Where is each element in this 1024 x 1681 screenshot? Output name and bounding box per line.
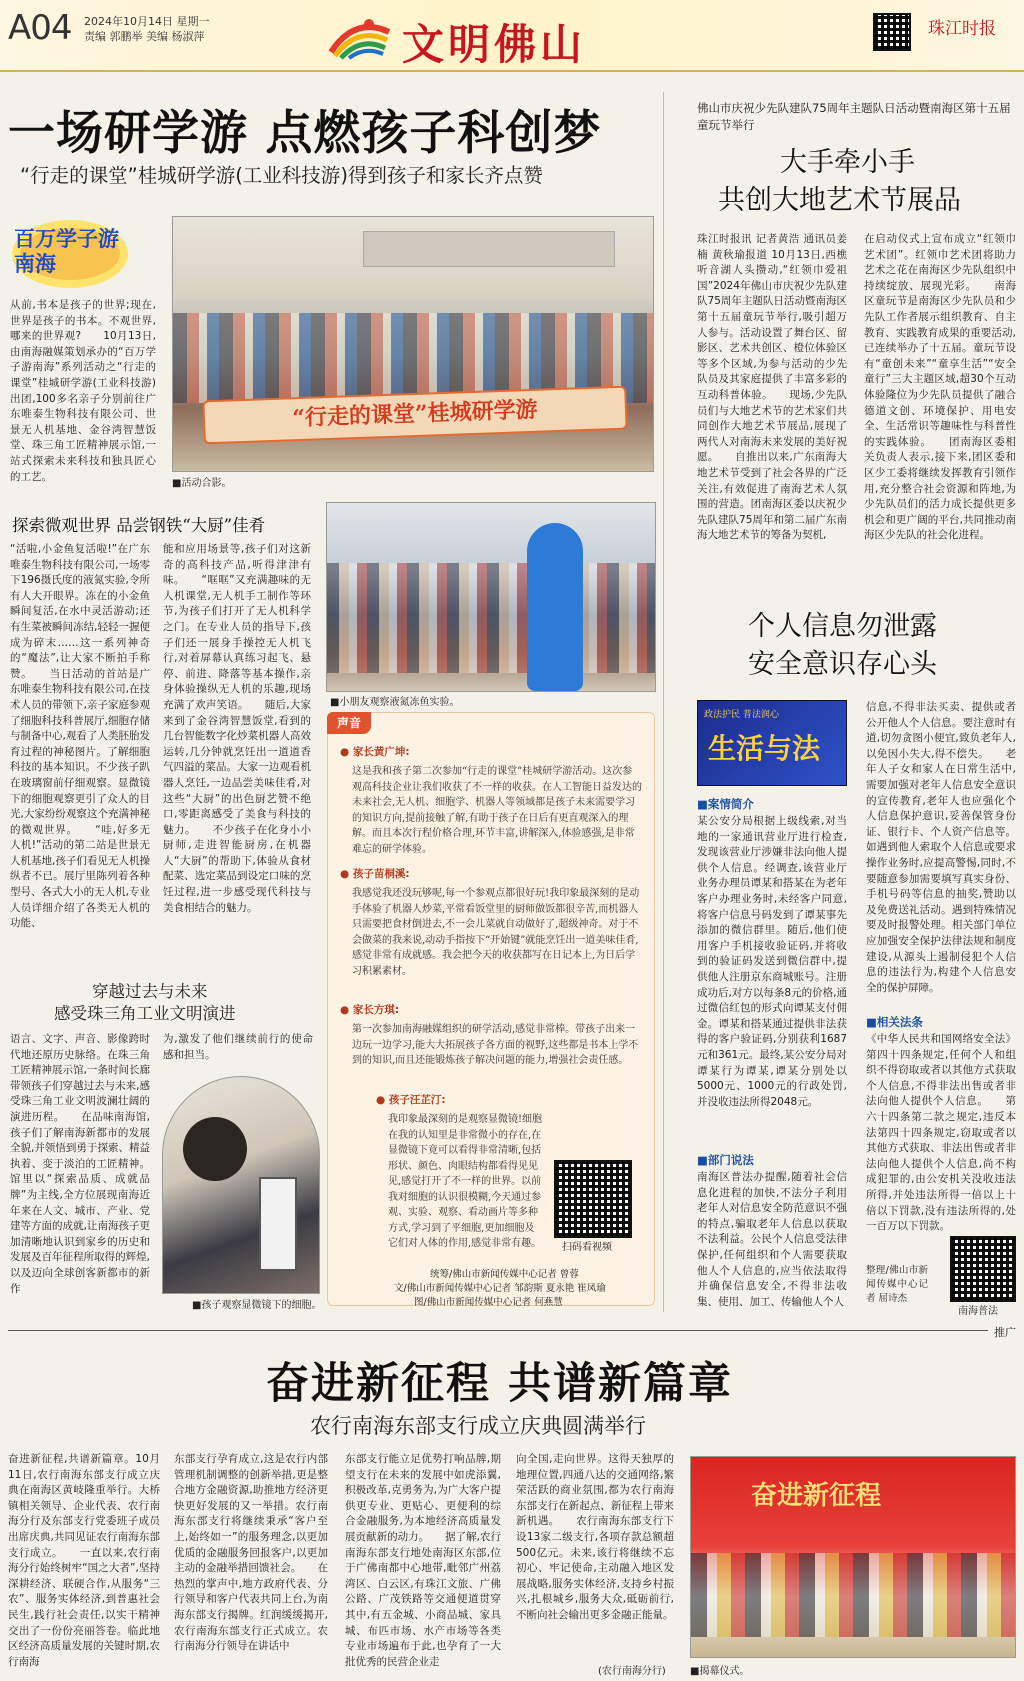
bottom-col1: 奋进新征程,共谱新篇章。10月11日,农行南海东部支行成立庆典在南海区黄岐隆重举行。大桥镇相关领导、企业代表、农行南海分行及东部支行党委班子成员出席庆典,共同见证农行南海东部支行成立。 一直以来,农行南海分行始终树牢“国之大者”,坚持深耕经济、联硬合作,从服务“三农”、服务实体经济,到普惠社会民生,践行社会责任,以实干精神交出了一份份亮丽答卷。临此地区经济高质量发展的关键时期,农行南海 — [8, 1453, 160, 1668]
unveiling-banner-text: 奋进新征程 — [751, 1481, 882, 1511]
art-col1: 珠江时报讯 记者黄浩 通讯员姜楠 黄秋瑜报道 10月13日,西樵听音湖人头攒动,“红领巾爱祖国”2024年佛山市庆祝少先队建队75周年主题队日活动暨南海区第十五届童玩节举行,吸引超万人参与。活动设置了舞台区、留影区、艺术共创区、橙位体验区等多个区域,为参与活动的少先队员及其家庭提供了丰富多彩的互动科普体验。 现场,少先队员们与大地艺术节的艺术家们共同创作大地艺术节展品,展现了两代人对南海未来发展的美好祝愿。 自推出以来,广东南海大地艺术节受到了社会各界的广泛关注,有效促进了南海艺术人氛围的营造。团南海区委以庆祝少先队建队75周年和第二届广东南海大地艺术节的筹备为契机, — [697, 233, 847, 542]
info-col2-text: 信息,不得非法买卖、提供或者公开他人个人信息。要注意时有道,切勿贪图小便宜,致负老年人,以免因小失大,得不偿失。 老年人子女和家人在日常生活中,需要加强对老年人信息安全意识的宣传教育,老年人也应强化个人信息保护意识,妥善保管身份证、银行卡、个人资产信息等。如遇到他人索取个人信息或要求操作业务时,应提高警惕,同时,不要随意参加需要填写真实身份、手机号码等信息的抽奖,赞助以及免费送礼活动。遇到特殊情况要及时报警处理。相关部门单位应加强安全保护法律法规和制度建设,从源头上遏制侵犯个人信息的违法行为,构建个人信息安全的保护屏障。 — [866, 701, 1016, 994]
art-title-line2: 共创大地艺术节展品 — [718, 185, 961, 216]
page-number: A04 — [8, 8, 72, 48]
credits-line2: 文/佛山市新闻传媒中心记者 邹韵斯 夏永艳 崔凤瑜 — [394, 1283, 606, 1294]
voice3-name: ● 家长方琪: — [340, 1004, 400, 1016]
voice3-text: 第一次参加南海融媒组织的研学活动,感觉非常棒。带孩子出来一边玩一边学习,能大大拓展孩子各方面的视野,这些都是书本上学不到的知识,而且还能锻炼孩子解决问题的能力,增强社会责任感。 — [352, 1024, 639, 1066]
life-law-banner — [697, 700, 847, 786]
photo-building-sign — [363, 231, 615, 267]
banner-title: 生活与法 — [708, 732, 821, 765]
case-text: 某公安分局根据上级线索,对当地的一家通讯营业厅进行检查,发现该营业厅涉嫌非法向他人提供个人信息。经调查,该营业厅业务办理员谭某和搭某在为老年客户办理业务时,未经客户同意,将客户信息号码发到了谭某事先添加的微信群里。随后,他们使用客户手机接收验证码,并将收到的验证码发送到微信群中,提供他人注册京东商城账号。注册成功后,对方以每条8元的价格,通过微信红包的形式向谭某支付佣金。谭某和搭某通过提供非法获得的客户验证码,分别获利1687元和361元。最终,某公安分局对谭某行为谭某,谭某分别处以5000元、1000元的行政处罚,并没收违法所得2048元。 — [697, 815, 847, 1108]
masthead: 文明佛山 — [402, 20, 587, 69]
photo-guests — [691, 1553, 1015, 1637]
unveiling-photo — [690, 1456, 1016, 1658]
photo-child-head — [183, 1117, 247, 1181]
lead-intro: 从前,书本是孩子的世界;现在,世界是孩子的书本。不观世界,哪来的世界观? 10月13日,由南海融媒策划承办的“百万学子游南海”系列活动之“行走的课堂”桂城研学游(工业科技游)出团,100多名亲子分别前往广东唯泰生物科技有限公司、世景无人机基地、金谷湾智慧饭堂、珠三角工匠精神展示馆,一站式探索未来科技和独具匠心的工艺。 — [10, 299, 156, 483]
law-text: 《中华人民共和国网络安全法》第四十四条规定,任何个人和组织不得窃取或者以其他方式获取个人信息,不得非法出售或者非法向他人提供个人信息。 第六十四条第二款之规定,违反本法第四十四条规定,窃取或者以其他方式获取、非法出售或者非法向他人提供个人信息,尚不构成犯罪的,由公安机关没收违法所得,并处违法所得一倍以上十倍以下罚款,没有违法所得的,处一百万以下罚款。 — [866, 1033, 1016, 1232]
lead-subtitle: “行走的课堂”桂城研学游(工业科技游)得到孩子和家长齐点赞 — [20, 164, 543, 187]
voice4-name: ● 孩子汪芷汀: — [376, 1094, 446, 1106]
law-section-heading: ■相关法条 — [866, 1015, 923, 1029]
law-qr-caption: 南海普法 — [958, 1306, 998, 1317]
info-credits: 整理/佛山市新闻传媒中心记者 屈诗杰 — [866, 1265, 928, 1304]
nitrogen-experiment-photo — [326, 502, 656, 692]
microscope-photo — [162, 1076, 320, 1294]
art-kicker: 佛山市庆祝少先队建队75周年主题队日活动暨南海区第十五届童玩节举行 — [697, 101, 1011, 132]
promo-tag: 推广 — [994, 1326, 1016, 1339]
law-qr-code-icon[interactable] — [950, 1236, 1016, 1302]
info-title-line2: 安全意识存心头 — [748, 649, 937, 680]
voice1-name: ● 家长黄广坤: — [340, 746, 410, 758]
lead-title: 一场研学游 点燃孩子科创梦 — [8, 106, 602, 161]
voice2-name: ● 孩子苗桐溪: — [340, 868, 410, 880]
dept-text: 南海区普法办提醒,随着社会信息化进程的加快,不法分子利用老年人对信息安全防范意识不强的特点,骗取老年人信息以获取不法利益。公民个人信息受法律保护,任何组织和个人需要获取他人个人信息的,应当依法取得并确保信息安全,不得非法收集、使用、加工、传输他人个人 — [697, 1171, 847, 1308]
banner-slogan: 政法护民 普法润心 — [704, 710, 779, 720]
photo2-caption: ■小朋友观察液氮冻鱼实验。 — [330, 697, 460, 708]
video-qr-code-icon[interactable] — [554, 1160, 632, 1238]
art-col2: 在启动仪式上宣布成立“红领巾艺术团”。红领巾艺术团将助力艺术之花在南海区少先队组织中持续绽放、展现光彩。 南海区童玩节是南海区少先队员和少先队工作者展示组织教育、自主教育、实践教育成果的重要活动,已连续举办了十五届。童玩节设有“童创未来”“童享生活”“安全童行”三大主题区域,超30个互动体验隆位为少先队员提供了融合德道文创、环境保护、用电安全、生活常识等趣味性与科普性的实践体验。 团南海区委相关负责人表示,接下来,团区委和区少工委将继续发挥教育引领作用,充分整合社会资源和阵地,为少先队员们的活力成长提供更多机会和更广阔的平台,共同推动南海区少先队的社会化进程。 — [864, 233, 1016, 542]
qr-code-icon[interactable] — [873, 13, 911, 51]
credits-line3: 图/佛山市新闻传媒中心记者 何燕慧 — [414, 1297, 563, 1308]
voice2-text: 我感觉我还没玩够呢,每一个参观点都很好玩!我印象最深刻的是动手体验了机器人炒菜,平常看饭堂里的厨师做饭都很辛苦,而机器人只需要把食材倒进去,不一会儿菜就自动做好了,超级神奇。对于不会做菜的我来说,动动手指按下“开始键”就能烹饪出一道美味佳肴,感觉非常有成就感。我会把今天的收获都写在日记本上,为日后学习积累素材。 — [352, 888, 640, 977]
bottom-subtitle: 农行南海东部支行成立庆典圆满举行 — [310, 1414, 646, 1438]
photo-banner-text: “行走的课堂”桂城研学游 — [291, 396, 539, 432]
campaign-logo — [10, 208, 136, 294]
photo1-caption: ■活动合影。 — [172, 478, 232, 489]
bottom-title: 奋进新征程 共谱新篇章 — [266, 1359, 733, 1409]
group-photo — [172, 216, 654, 472]
section1-col2: 能和应用场景等,孩子们对这新奇的高科技产品,听得津津有味。 “哐哐”又充满趣味的无人机课堂,无人机手工制作等环节,为孩子们打开了无人机科学之门。在专业人员的指导下,孩子们还一展身手操控无人机飞行,对着屏幕认真练习起飞、悬停、前进、降落等基本操作,亲身体验操纵无人机的乐趣,现场充满了欢声笑语。 随后,大家来到了金谷湾智慧饭堂,看到的几台智能数字化炒菜机器人高效运转,几分钟就烹饪出一道道香气四溢的菜品。大家一边观看机器人烹饪,一边品尝美味佳肴,对这些“大厨”的出色厨艺赞不绝口,零距离感受了美食与科技的魅力。 不少孩子在化身小小厨师,走进智能厨房,在机器人“大厨”的帮助下,体验从食材配菜、选定菜品到设定口味的烹饪过程,进一步感受现代科技与美食相结合的魅力。 — [163, 543, 311, 914]
voices-label: 声音 — [327, 712, 371, 734]
section2-col2: 为,激发了他们继续前行的使命感和担当。 — [163, 1033, 313, 1061]
section1-title: 探索微观世界 品尝钢铁“大厨”佳肴 — [12, 516, 266, 535]
voice4-text: 我印象最深刻的是观察显微镜!细胞在我的认知里是非常微小的存在,在显微镜下竟可以看得非常清晰,包括形状、颜色、肉眼结构都看得见见见,感觉打开了不一样的世界。以前我对细胞的认识很模糊,今天通过参观、实验、观察、看动画片等多种方式,学习到了平细胞,更加细胞及它们对人体的作用,感觉非常有趣。 — [388, 1114, 543, 1249]
bottom-col4: 向全国,走向世界。这得天独厚的地理位置,四通八达的交通网络,繁荣活跃的商业氛围,都为农行南海东部支行在新起点、新征程上带来新机遇。 农行南海东部支行下设13家二级支行,各项存款总额超500亿元。未来,该行将继续不忘初心、牢记使命,主动融入地区发展战略,服务实体经济,支持乡村振兴,扎根城乡,服务大众,砥砺前行,不断向社会输出更多金融正能量。 — [516, 1453, 674, 1621]
bottom-divider — [8, 1330, 988, 1331]
dept-section-heading: ■部门说法 — [697, 1153, 754, 1167]
video-qr-caption: 扫码看视频 — [562, 1242, 612, 1253]
paper-name: 珠江时报 — [928, 19, 996, 39]
campaign-logo-text: 百万学子游南海 — [14, 226, 119, 276]
photo-microscope — [259, 1177, 297, 1271]
voice1-text: 这是我和孩子第二次参加“行走的课堂”桂城研学游活动。这次参观高科技企业让我们收获了不一样的收获。在人工智能日益发达的未来社会,无人机、细胞学、机器人等领域都是孩子未来需要学习的知识方向,提前接触了解,有助于孩子在日后有更直观深入的理解。而且本次行程价格合理,环节丰富,讲解深入,体验感强,是非常难忘的研学体验。 — [352, 766, 642, 855]
art-title-line1: 大手牵小手 — [780, 147, 915, 178]
section1-col1: “活啦,小金鱼复活啦!”在广东唯泰生物科技有限公司,一场零下196摄氏度的液氮实验,令所有人大开眼界。冻在的小金鱼瞬间复活,在水中灵活游动;还有生菜被瞬间冻结,轻轻一握便成为碎末……这一系列神奇的“魔法”,让大家不断拍手称赞。 当日活动的首站是广东唯泰生物科技有限公司,在技术人员的带领下,亲子家庭参观了细胞科技科普展厅,细胞存储与制备中心,观看了人类胚胎发育过程的神秘图片。了解细胞科技的基本知识。不少孩子趴在玻璃窗前仔细观察。显微镜下的细胞观察更引了众人的目光,大家纷纷观察这个充满神秘的微观世界。 “哇,好多无人机!”活动的第二站是世景无人机基地,孩子们看见无人机操纵者不已。展厅里陈列着各种型号、各式大小的无人机,专业人员详细介绍了各类无人机的功能、 — [10, 543, 150, 930]
header-date: 2024年10月14日 星期一 责编 郭鹏举 美编 杨淑萍 — [84, 15, 210, 43]
section2-title-line2: 感受珠三角工业文明演进 — [54, 1004, 236, 1023]
bottom-photo-caption: ■揭幕仪式。 — [690, 1666, 750, 1677]
rainbow-logo-icon — [325, 12, 395, 60]
credits-line1: 统筹/佛山市新闻传媒中心记者 曾蓉 — [430, 1269, 579, 1280]
photo3-caption: ■孩子观察显微镜下的细胞。 — [192, 1300, 322, 1311]
section2-col1: 语言、文字、声音、影像跨时代地还原历史脉络。在珠三角工匠精神展示馆,一条时间长廊带领孩子们穿越过去与未来,感受珠三角工业文明波澜壮阔的演进历程。 在品味南海馆,孩子们了解南海新都市的发展全貌,并领悟到勇于探索、精益执着、变于淡泊的工匠精神。馆里以“探索品质、成就品牌”为主线,全方位展现南海近年来在人文、城市、产业、党建等方面的成就,让南海孩子更加清晰地认识到家乡的历史和发展及百年征程所取得的辉煌,以及迈向全球创客新都市的新作 — [10, 1033, 150, 1295]
section2-title-line1: 穿越过去与未来 — [92, 982, 208, 1001]
case-section-heading: ■案情简介 — [697, 797, 754, 811]
info-title-line1: 个人信息勿泄露 — [748, 611, 937, 642]
bottom-col2: 东部支行孕育成立,这是农行内部管理机制调整的创新举措,更是整合地方金融资源,助推地方经济更快更好发展的又一举措。农行南海东部支行将继续秉承“客户至上,始终如一”的服务理念,以更加优质的金融服务回报客户,以更加主动的金融举措回馈社会。 在热烈的掌声中,地方政府代表、分行领导和客户代表共同上台,为南海东部支行揭牌。红润缓缓揭开,农行南海东部支行正式成立。农行南海分行领导在讲话中 — [174, 1453, 328, 1653]
column-divider — [663, 92, 664, 1312]
bottom-col3: 东部支行能立足优势打响品牌,期望支行在未来的发展中如虎添翼,积极改革,克勇务为,为广大客户提供更专业、更贴心、更便利的综合金融服务,为本地经济高质量发展贡献新的动力。 据了解,农行南海东部支行地处南海区东部,位于广佛南都中心地带,毗邻广州荔湾区、白云区,有珠江文旅、广佛公路、广茂铁路等交通便道贯穿其中,有五金城、小商品城、家具城、布匹市场、水产市场等各类专业市场遍布于此,也孕育了一大批优秀的民营企业走 — [345, 1453, 501, 1668]
photo-children — [327, 563, 655, 673]
bottom-credit: (农行南海分行) — [598, 1666, 666, 1677]
photo-mascot — [527, 523, 583, 691]
